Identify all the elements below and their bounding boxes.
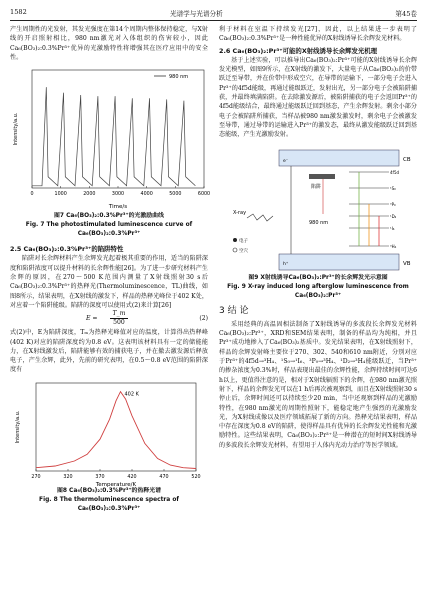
- section-2-6-heading: 2.6 Ca₆(BO₃)₂:Pr³⁺可能的X射线诱导长余辉发光机理: [219, 46, 378, 55]
- figure-8-chart: [10, 379, 208, 487]
- fig8-ylabel: Intensity/a.u.: [15, 410, 21, 444]
- fig8-peak-label: 402 K: [124, 391, 139, 398]
- svg-text:³H₄: ³H₄: [390, 243, 397, 249]
- journal-title: 光谱学与光谱分析: [170, 10, 223, 18]
- hole-legend: 空穴: [239, 248, 248, 254]
- svg-text:³P₀: ³P₀: [390, 201, 396, 207]
- equation-2: [10, 310, 208, 328]
- eq-lhs: E =: [86, 315, 98, 323]
- fig8-caption-cn: 图8 Ca₆(BO₃)₂:0.3%Pr³⁺的热释光谱: [56, 487, 162, 494]
- fig7-frame: [32, 70, 204, 188]
- section-3-heading: 3 结 论: [219, 305, 249, 316]
- eq-denominator: 500: [113, 319, 125, 327]
- svg-text:¹I₆: ¹I₆: [390, 225, 395, 231]
- section-2-5-heading: 2.5 Ca₆(BO₃)₂:0.3%Pr³⁺的陷阱特性: [10, 245, 124, 254]
- fig8-xtick-label: 370: [95, 474, 105, 480]
- trap-label: 陷阱: [311, 183, 322, 190]
- svg-text:4f5d: 4f5d: [390, 169, 400, 175]
- fig8-xtick-label: 520: [191, 474, 201, 480]
- nm980-label: 980 nm: [309, 219, 329, 226]
- fig7-series-line: [32, 87, 195, 186]
- left-column: [10, 25, 211, 514]
- right-paragraph-2: 基于上述实验，可以推导出Ca₆(BO₃)₂:Pr³⁺可能的X射线诱导长余辉发光模型，如图9所示，在X射线的激发下，大量电子从Ca₆(BO₃)₂的价带跃迁至导带，并在价带中形成空穴，在导带的运输下，一部分电子会进入Pr³⁺的4f5d能级，再通过能级跃迁，发射出光，另一部分电子会被陷阱捕获，并最终填满陷阱。在去除激发源后，被陷阱捕获的电子会返回Pr³⁺的4f5d能级结合，最终通过能级跃迁回到基态，产生余辉发射。剩余小部分电子会被陷阱所捕获，当样品被980 nm激发激发时，剩余电子会被激发至导带，通过导带的运输进入Pr³⁺的激发态，最终从激发能级跃迁回到基态能级，产生光激励发射。: [219, 56, 417, 139]
- fig7-xtick-label: 2000: [83, 192, 96, 198]
- xray-label: X-ray: [233, 209, 247, 216]
- figure-9-diagram: [219, 144, 417, 274]
- conduction-band: [279, 150, 399, 166]
- right-column: [219, 25, 417, 450]
- fig7-xtick-label: 5000: [169, 192, 182, 198]
- electron-legend: 电子: [239, 238, 248, 244]
- fig7-xtick-label: 4000: [140, 192, 153, 198]
- fig8-caption-en: Fig. 8 The thermoluminescence spectra of Ca₆(BO₃)₂:0.3%Pr³⁺: [39, 496, 179, 512]
- fig8-xtick-label: 270: [31, 474, 41, 480]
- band-hole-mark: h⁺: [283, 261, 289, 267]
- fig8-xlabel: Temperature/K: [95, 481, 137, 488]
- fig7-xtick-label: 1000: [54, 192, 67, 198]
- fig9-caption-en: Fig. 9 X-ray induced long afterglow luminescence from Ca₆(BO₃)₂:Pr³⁺: [227, 283, 409, 299]
- fig7-xtick-label: 3000: [111, 192, 125, 198]
- fig7-xtick-label: 0: [30, 192, 34, 198]
- vb-label: VB: [403, 260, 411, 267]
- svg-text:¹D₂: ¹D₂: [390, 213, 397, 219]
- fig7-ylabel: Intensity/a.u.: [13, 112, 19, 146]
- page-header: [10, 8, 417, 18]
- right-paragraph-3: 采用经典的高温固相法制备了X射线诱导的多波段长余辉发光材料Ca₆(BO₃)₂:Pr³⁺，XRD和SEM结果表明，制备的样品均为纯相，并且Pr³⁺成功地掺入了Ca₆(BO₃)₂基质中。发光结果表明，在X射线照射下，样品的余辉发射峰主要位于270、302、540和610 nm附近，分别对应于Pr³⁺的4f5d→³H₄、¹S₀→¹I₆、³P₀→³H₄、¹D₂→³H₄能级跃迁，当Pr³⁺的掺杂浓度为0.3%时，样品表现出最佳的余辉性能，余辉持续时间可达6 h以上，更值得注意的是，相对于X射线辐照下的余辉，在980 nm激光照射下，样品的余辉发光可以在1 h后再次被观察到，而且在X射线照射30 s停止后，余辉时间还可以持续至少20 min，当中还观察到样品的光激励特性，在980 nm激光的周期性照射下，能稳定地产生强烈的光激励发光，为X射线成像以及医疗领域拓展了新的方向。热释光结果表明，样品中存在深度为0.8 eV的陷阱，使得样品具有优异的长余辉发光性能和光激励特性。这些结果表明，Ca₆(BO₃)₂:Pr³⁺是一种潜在的短时间X射线诱导的多波段长余辉发光材料，有望用于人体内光动力治疗等医学领域。: [219, 320, 417, 449]
- left-paragraph-1: 产生周期性的光发射，其发光强度在第14个周期内整体保持稳定，与X射线的开启照射相比，980 nm激光对入体组织的伤害较小，因此Ca₆(BO₃)₂:0.3%Pr³⁺优异的光激励特性将增强其在医疗应用中的安全性。: [10, 26, 208, 61]
- xray-wave-icon: [247, 214, 273, 221]
- fig7-xlabel: Time/s: [108, 204, 128, 211]
- eq-number: (2): [199, 315, 208, 323]
- fig7-caption-en: Fig. 7 The photostimulated luminescence curve of Ca₆(BO₃)₂:0.3%Pr³⁺: [25, 222, 193, 238]
- right-paragraph-1: 利于材料在室温下持续发光[27]，因此，以上结果进一步表明了Ca₆(BO₃)₂:0.3%Pr³⁺是一种性能优异的X射线诱导长余辉发光材料。: [219, 26, 417, 43]
- figure-7-chart: [10, 66, 211, 212]
- fig8-xtick-label: 320: [63, 474, 73, 480]
- header-rule: [10, 20, 417, 21]
- left-paragraph-3: 式(2)中，E为陷阱深度，Tₘ为热释光峰值对应的温度，计算得出热释峰(402 K)对应的陷阱深度约为0.8 eV。这表明该材料具有一定的储能能力，在X射线激发后，陷阱能够有效的捕获电子，并在撤去激发源后释放电子，产生余辉，此外，先前的研究表明，在0.5～0.8 eV范围的陷阱深度有: [10, 329, 208, 374]
- fig8-xtick-label: 420: [127, 474, 137, 480]
- fig7-legend: 980 nm: [169, 74, 189, 81]
- valence-band: [279, 254, 399, 270]
- eq-numerator: T_m: [110, 310, 128, 319]
- cb-label: CB: [403, 156, 411, 163]
- fig9-caption-cn: 图9 X射线诱导Ca₆(BO₃)₂:Pr³⁺的长余辉发光示意图: [248, 274, 388, 281]
- svg-text:¹S₀: ¹S₀: [390, 185, 396, 191]
- page-number: 1582: [10, 8, 27, 16]
- volume: 第45卷: [395, 10, 417, 18]
- band-electron-mark: e⁻: [283, 158, 289, 164]
- fig7-xtick-label: 6000: [197, 192, 211, 198]
- trap-level: [309, 174, 335, 179]
- hole-marker: [233, 248, 237, 252]
- pr-energy-levels: [349, 170, 399, 249]
- fig8-series-line: [36, 391, 196, 468]
- fig7-caption-cn: 图7 Ca₆(BO₃)₂:0.3%Pr³⁺的光激励曲线: [54, 213, 164, 220]
- left-paragraph-2: 陷阱对长余辉材料产生余辉发光起着极其重要的作用，适当的陷阱深度和陷阱浓度可以提升材料的长余辉性能[26]。为了进一步研究材料产生余辉的原因，在270～500 K范围内测量了X射线照射30 s后Ca₆(BO₃)₂:0.3%Pr³⁺的热释光(Thermoluminescence，TL)曲线，如图8所示，结果表明，在X射线的激发下，样品的热释光峰位于402 K处，对应着一个陷阱能级。陷阱的深度可以使用式(2)来计算[26]: [10, 255, 208, 309]
- fig8-xtick-label: 470: [159, 474, 169, 480]
- fig8-frame: [36, 383, 196, 471]
- electron-marker: [233, 238, 237, 242]
